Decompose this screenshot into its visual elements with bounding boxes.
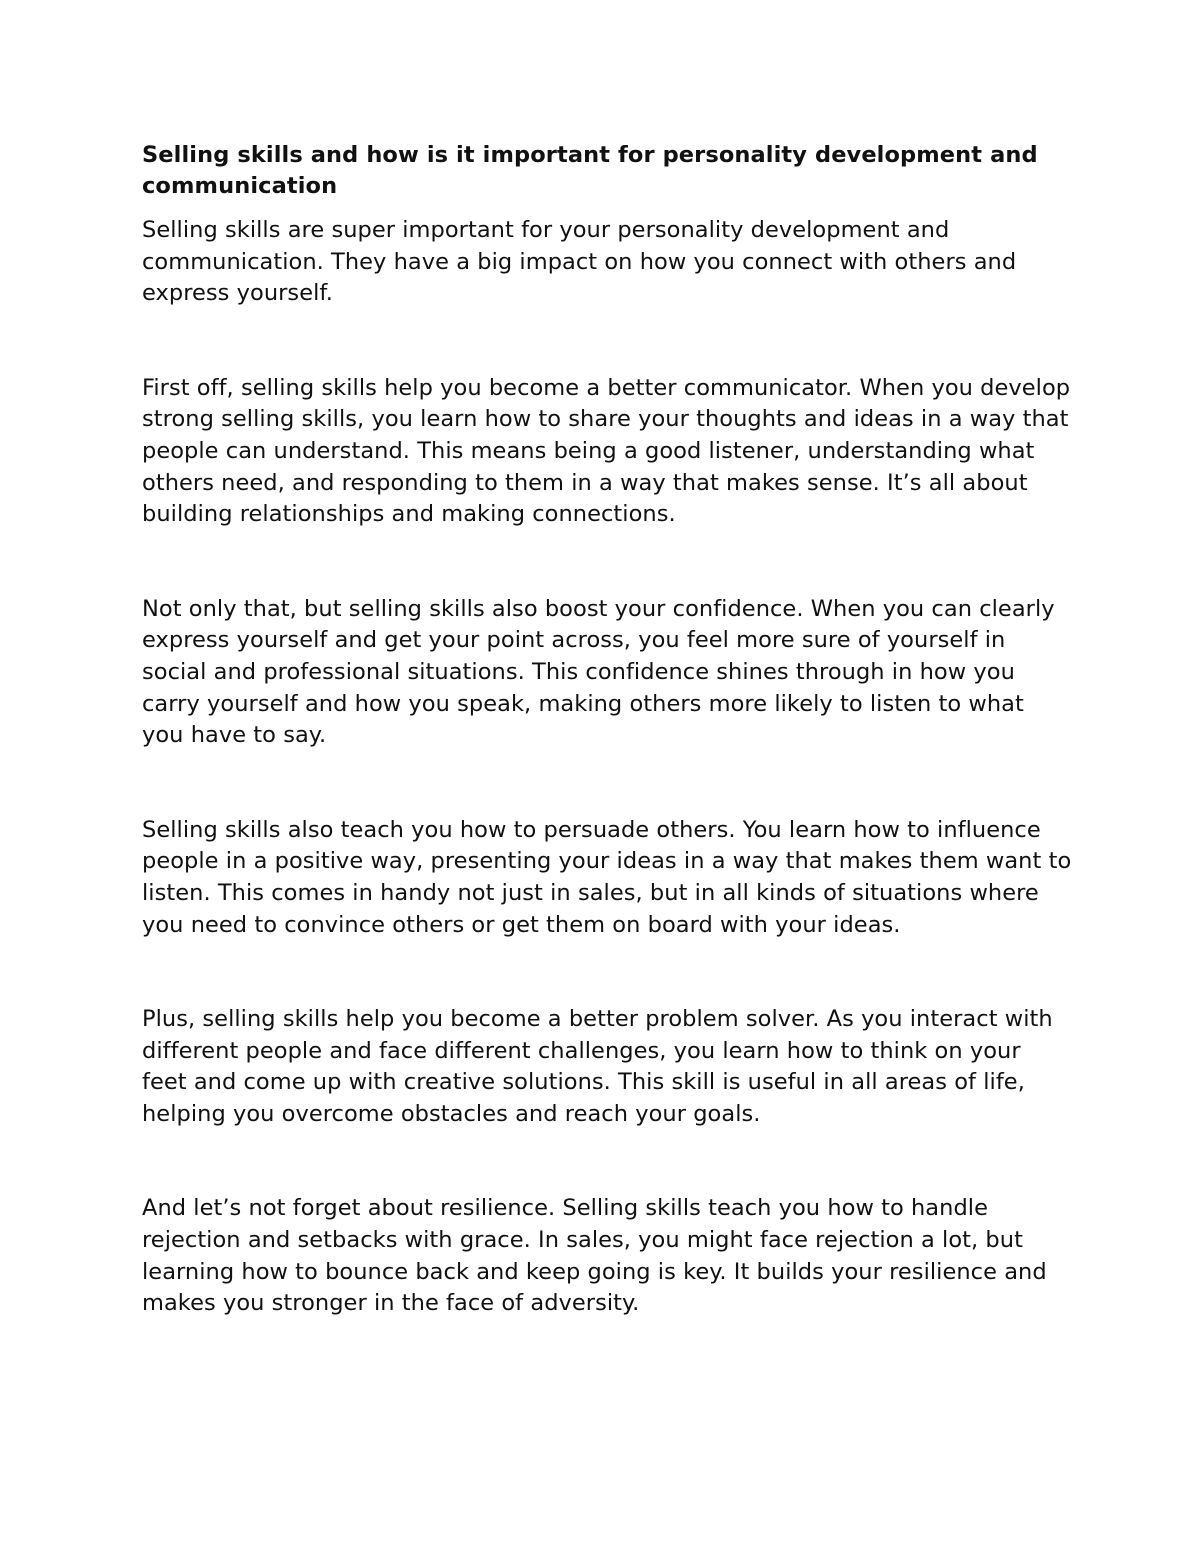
paragraph-spacer [142,310,1072,373]
paragraph-spacer [142,941,1072,1004]
paragraph-problem-solving: Plus, selling skills help you become a better problem solver. As you interact with different people and face different challenges, you learn how to think on your feet and come up with creative solutions. This skill is useful in all areas of life, helping you overcome obstacles and reach your goals. [142,1006,1053,1127]
paragraph-spacer [142,531,1072,594]
document-title: Selling skills and how is it important for personality development and communication [142,142,1038,199]
paragraph-intro: Selling skills are super important for your personality development and communication. They have a big impact on how you connect with others and express yourself. [142,217,1017,307]
document-body [142,140,1072,1320]
paragraph-resilience: And let’s not forget about resilience. Selling skills teach you how to handle rejection and setbacks with grace. In sales, you might face rejection a lot, but learning how to bounce back and keep going is key. It builds your resilience and makes you stronger in the face of adversity. [142,1195,1047,1317]
paragraph-communication: First off, selling skills help you become a better communicator. When you develop strong selling skills, you learn how to share your thoughts and ideas in a way that people can understand. This means being a good listener, understanding what others need, and responding to them in a way that makes sense. It’s all about building relationships and making connections. [142,374,1071,528]
paragraph-persuasion: Selling skills also teach you how to persuade others. You learn how to influence people in a positive way, presenting your ideas in a way that makes them want to listen. This comes in handy not just in sales, but in all kinds of situations where you need to convince others or get them on board with your ideas. [142,816,1072,938]
paragraph-spacer [142,752,1072,815]
paragraph-spacer [142,1130,1072,1193]
paragraph-confidence: Not only that, but selling skills also boost your confidence. When you can clearly express yourself and get your point across, you feel more sure of yourself in social and professional situations. This confidence shines through in how you carry yourself and how you speak, making others more likely to listen to what you have to say. [142,595,1055,749]
